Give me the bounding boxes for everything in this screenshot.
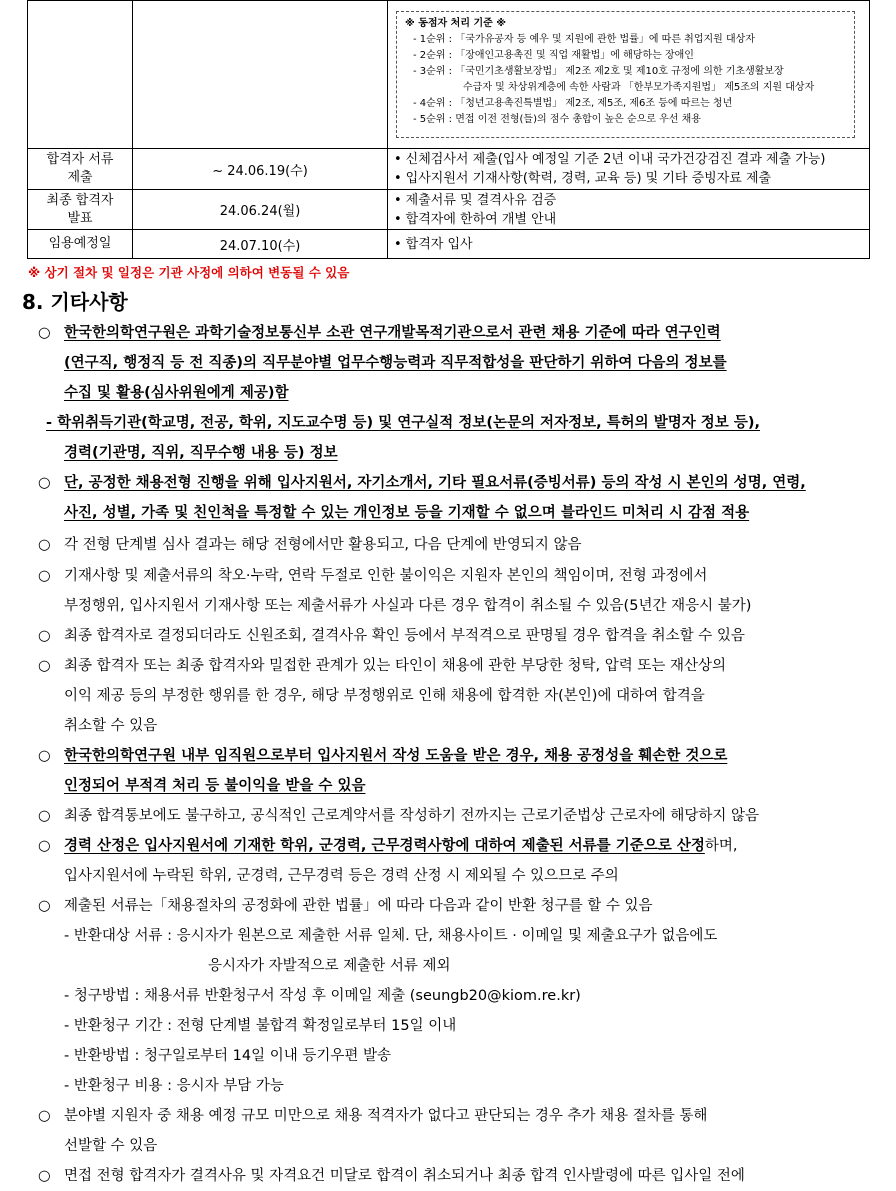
note-title: ※ 동점자 처리 기준 ※ bbox=[405, 18, 506, 29]
circle-bullet: ○ bbox=[38, 475, 51, 491]
note-line: - 4순위 : 「청년고용촉진특별법」 제2조, 제5조, 제6조 등에 따르는 청년 bbox=[413, 98, 733, 109]
paragraph-line bbox=[38, 1101, 707, 1131]
list-item: • 합격자에 한하여 개별 안내 bbox=[394, 210, 869, 229]
paragraph-line: 인정되어 부적격 처리 등 불이익을 받을 수 있음 bbox=[64, 778, 366, 794]
paragraph-line: 선발할 수 있음 bbox=[64, 1138, 158, 1154]
list-item: • 제출서류 및 결격사유 검증 bbox=[394, 191, 869, 210]
paragraph-line bbox=[38, 1161, 745, 1191]
paragraph-line bbox=[38, 741, 727, 771]
line-text: 최종 합격통보에도 불구하고, 공식적인 근로계약서를 작성하기 전까지는 근로기준법상 근로자에 해당하지 않음 bbox=[64, 808, 760, 824]
note-line: - 2순위 : 「장애인고용촉진 및 직업 재활법」에 해당하는 장애인 bbox=[413, 50, 694, 61]
paragraph-line: - 반환방법 : 청구일로부터 14일 이내 등기우편 발송 bbox=[64, 1048, 391, 1064]
list-item: • 합격자 입사 bbox=[394, 235, 869, 254]
circle-bullet: ○ bbox=[38, 325, 51, 341]
table-cell-empty bbox=[133, 1, 388, 149]
paragraph-line bbox=[38, 561, 707, 591]
circle-bullet: ○ bbox=[38, 537, 51, 553]
paragraph-line: 입사지원서에 누락된 학위, 군경력, 근무경력 등은 경력 산정 시 제외될 수 있으므로 주의 bbox=[64, 868, 619, 884]
stage-label: 발표 bbox=[67, 210, 93, 226]
tiebreak-note-box bbox=[396, 11, 855, 138]
note-line: - 5순위 : 면접 이전 전형(들)의 점수 총합이 높은 순으로 우선 채용 bbox=[413, 114, 701, 125]
circle-bullet: ○ bbox=[38, 658, 51, 674]
stage-label: 합격자 서류 bbox=[46, 152, 114, 167]
stage-label: 최종 합격자 bbox=[46, 192, 114, 208]
list-item: • 입사지원서 기재사항(학력, 경력, 교육 등) 및 기타 증빙자료 제출 bbox=[394, 169, 869, 188]
circle-bullet: ○ bbox=[38, 628, 51, 644]
paragraph-line bbox=[38, 891, 653, 921]
note-line: - 3순위 : 「국민기초생활보장법」 제2조 제2호 및 제10호 규정에 의한 기초생활보장 bbox=[413, 66, 784, 77]
paragraph-line bbox=[38, 651, 726, 681]
paragraph-line bbox=[38, 801, 759, 831]
line-text: 기재사항 및 제출서류의 착오·누락, 연락 두절로 인한 불이익은 지원자 본인의 책임이며, 전형 과정에서 bbox=[64, 568, 708, 584]
line-text: 최종 합격자로 결정되더라도 신원조회, 결격사유 확인 등에서 부적격으로 판명될 경우 합격을 취소할 수 있음 bbox=[64, 628, 745, 644]
line-text: 한국한의학연구원 내부 임직원으로부터 입사지원서 작성 도움을 받은 경우, 채용 공정성을 훼손한 것으로 bbox=[64, 748, 728, 764]
circle-bullet: ○ bbox=[38, 1168, 51, 1184]
items-cell bbox=[388, 149, 870, 190]
paragraph-line: 부정행위, 입사지원서 기재사항 또는 제출서류가 사실과 다른 경우 합격이 취소될 수 있음(5년간 재응시 불가) bbox=[64, 598, 752, 614]
paragraph-line bbox=[38, 831, 737, 861]
line-text: 면접 전형 합격자가 결격사유 및 자격요건 미달로 합격이 취소되거나 최종 합격 인사발령에 따른 입사일 전에 bbox=[64, 1168, 745, 1184]
line-text: 하며, bbox=[704, 838, 738, 854]
table-cell-empty bbox=[28, 1, 133, 149]
date-cell: 24.07.10(수) bbox=[133, 230, 388, 259]
line-text: 한국한의학연구원은 과학기술정보통신부 소관 연구개발목적기관으로서 관련 채용 기준에 따라 연구인력 bbox=[64, 325, 721, 341]
table-row bbox=[28, 230, 870, 259]
paragraph-line bbox=[38, 318, 721, 348]
paragraph-line: 경력(기관명, 직위, 직무수행 내용 등) 정보 bbox=[64, 445, 338, 461]
line-text-emphasis: 경력 산정은 입사지원서에 기재한 학위, 군경력, 근무경력사항에 대하여 제출된 서류를 기준으로 산정 bbox=[64, 838, 705, 854]
paragraph-line bbox=[38, 530, 582, 560]
table-row bbox=[28, 190, 870, 230]
section-title: 8. 기타사항 bbox=[22, 290, 128, 314]
line-text: 제출된 서류는「채용절차의 공정화에 관한 법률」에 따라 다음과 같이 반환 청구를 할 수 있음 bbox=[64, 898, 653, 914]
stage-cell bbox=[28, 230, 133, 259]
stage-label: 제출 bbox=[67, 170, 93, 185]
circle-bullet: ○ bbox=[38, 568, 51, 584]
paragraph-line: - 청구방법 : 채용서류 반환청구서 작성 후 이메일 제출 (seungb20@kiom.re.kr) bbox=[64, 988, 581, 1004]
line-text: 최종 합격자 또는 최종 합격자와 밀접한 관계가 있는 타인이 채용에 관한 부당한 청탁, 압력 또는 재산상의 bbox=[64, 658, 727, 674]
circle-bullet: ○ bbox=[38, 838, 51, 854]
line-text: 각 전형 단계별 심사 결과는 해당 전형에서만 활용되고, 다음 단계에 반영되지 않음 bbox=[64, 537, 582, 553]
stage-cell bbox=[28, 149, 133, 190]
circle-bullet: ○ bbox=[38, 1108, 51, 1124]
list-item: • 신체검사서 제출(입사 예정일 기준 2년 이내 국가건강검진 결과 제출 가능) bbox=[394, 150, 869, 169]
paragraph-line: 응시자가 자발적으로 제출한 서류 제외 bbox=[208, 958, 451, 974]
paragraph-line: - 반환청구 비용 : 응시자 부담 가능 bbox=[64, 1078, 284, 1094]
note-line: 수급자 및 차상위계층에 속한 사람과 「한부모가족지원법」 제5조의 지원 대상자 bbox=[463, 82, 815, 93]
circle-bullet: ○ bbox=[38, 898, 51, 914]
paragraph-line bbox=[38, 468, 806, 498]
paragraph-line: - 학위취득기관(학교명, 전공, 학위, 지도교수명 등) 및 연구실적 정보(논문의 저자정보, 특허의 발명자 정보 등), bbox=[46, 415, 760, 431]
paragraph-line: 수집 및 활용(심사위원에게 제공)함 bbox=[64, 385, 289, 401]
circle-bullet: ○ bbox=[38, 748, 51, 764]
line-text: 분야별 지원자 중 채용 예정 규모 미만으로 채용 적격자가 없다고 판단되는 경우 추가 채용 절차를 통해 bbox=[64, 1108, 708, 1124]
date-cell: ~ 24.06.19(수) bbox=[133, 149, 388, 190]
table-row-tiebreak bbox=[28, 1, 870, 149]
line-text: 단, 공정한 채용전형 진행을 위해 입사지원서, 자기소개서, 기타 필요서류(증빙서류) 등의 작성 시 본인의 성명, 연령, bbox=[64, 475, 806, 491]
table-cell-note bbox=[388, 1, 870, 149]
paragraph-line: 사진, 성별, 가족 및 친인척을 특정할 수 있는 개인정보 등을 기재할 수 없으며 블라인드 미처리 시 감점 적용 bbox=[64, 505, 750, 521]
schedule-table bbox=[27, 0, 870, 259]
items-cell bbox=[388, 190, 870, 230]
paragraph-line: (연구직, 행정직 등 전 직종)의 직무분야별 업무수행능력과 직무적합성을 판단하기 위하여 다음의 정보를 bbox=[64, 355, 727, 371]
table-row bbox=[28, 149, 870, 190]
date-cell: 24.06.24(월) bbox=[133, 190, 388, 230]
paragraph-line bbox=[38, 621, 745, 651]
items-cell bbox=[388, 230, 870, 259]
stage-cell bbox=[28, 190, 133, 230]
note-line: - 1순위 : 「국가유공자 등 예우 및 지원에 관한 법률」에 따른 취업지원 대상자 bbox=[413, 34, 755, 45]
stage-label: 임용예정일 bbox=[48, 236, 112, 251]
circle-bullet: ○ bbox=[38, 808, 51, 824]
paragraph-line: 이익 제공 등의 부정한 행위를 한 경우, 해당 부정행위로 인해 채용에 합격한 자(본인)에 대하여 합격을 bbox=[64, 688, 705, 704]
paragraph-line: 취소할 수 있음 bbox=[64, 718, 158, 734]
schedule-change-notice: ※ 상기 절차 및 일정은 기관 사정에 의하여 변동될 수 있음 bbox=[28, 265, 350, 280]
paragraph-line: - 반환대상 서류 : 응시자가 원본으로 제출한 서류 일체. 단, 채용사이트 · 이메일 및 제출요구가 없음에도 bbox=[64, 928, 718, 944]
paragraph-line: - 반환청구 기간 : 전형 단계별 불합격 확정일로부터 15일 이내 bbox=[64, 1018, 457, 1034]
